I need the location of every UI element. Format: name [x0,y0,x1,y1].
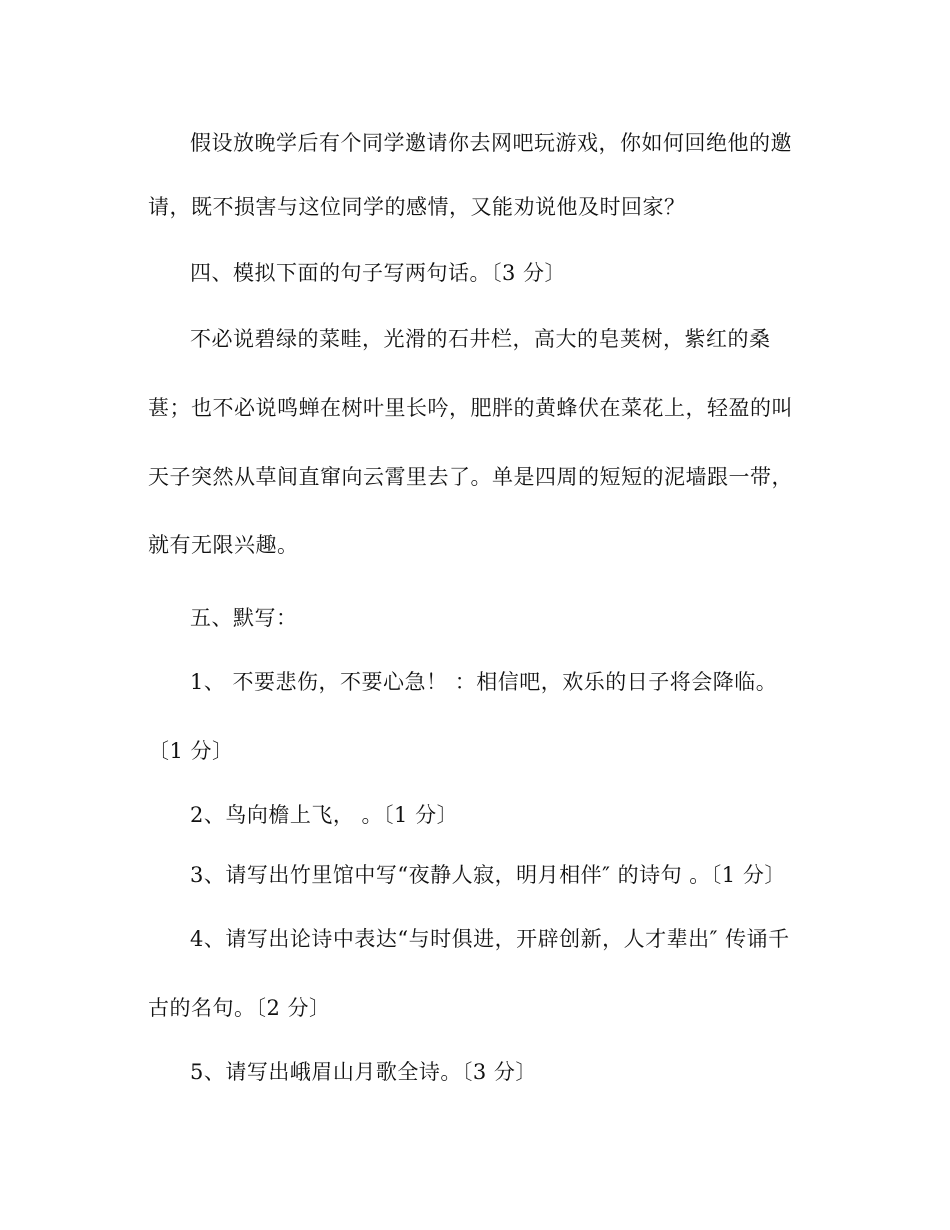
question-prompt-line-1: 假设放晚学后有个同学邀请你去网吧玩游戏，你如何回绝他的邀 [190,131,792,155]
question-prompt-line-2: 请，既不损害与这位同学的感情，又能劝说他及时回家？ [148,195,686,219]
dictation-item-5: 5、请写出峨眉山月歌全诗。〔3 分〕 [190,1060,537,1084]
dictation-item-4-line-1: 4、请写出论诗中表达“与时俱进，开辟创新，人才辈出″ 传诵千 [190,927,790,951]
section-five-heading: 五、默写： [190,606,298,630]
passage-line-1: 不必说碧绿的菜畦，光滑的石井栏，高大的皂荚树，紫红的桑 [190,327,771,351]
passage-line-2: 葚；也不必说鸣蝉在树叶里长吟，肥胖的黄蜂伏在菜花上，轻盈的叫 [148,396,793,420]
dictation-item-1-score: 〔1 分〕 [148,739,234,763]
dictation-item-3: 3、请写出竹里馆中写“夜静人寂，明月相伴″ 的诗句 。〔1 分〕 [190,863,786,887]
dictation-item-1: 1、 不要悲伤，不要心急！ ：相信吧，欢乐的日子将会降临。 [190,670,778,694]
section-four-heading: 四、模拟下面的句子写两句话。〔3 分〕 [190,261,567,285]
dictation-item-2: 2、鸟向檐上飞， 。〔1 分〕 [190,803,459,827]
dictation-item-4-line-2: 古的名句。〔2 分〕 [148,996,331,1020]
passage-line-4: 就有无限兴趣。 [148,533,299,557]
passage-line-3: 天子突然从草间直窜向云霄里去了。单是四周的短短的泥墙跟一带， [148,465,793,489]
